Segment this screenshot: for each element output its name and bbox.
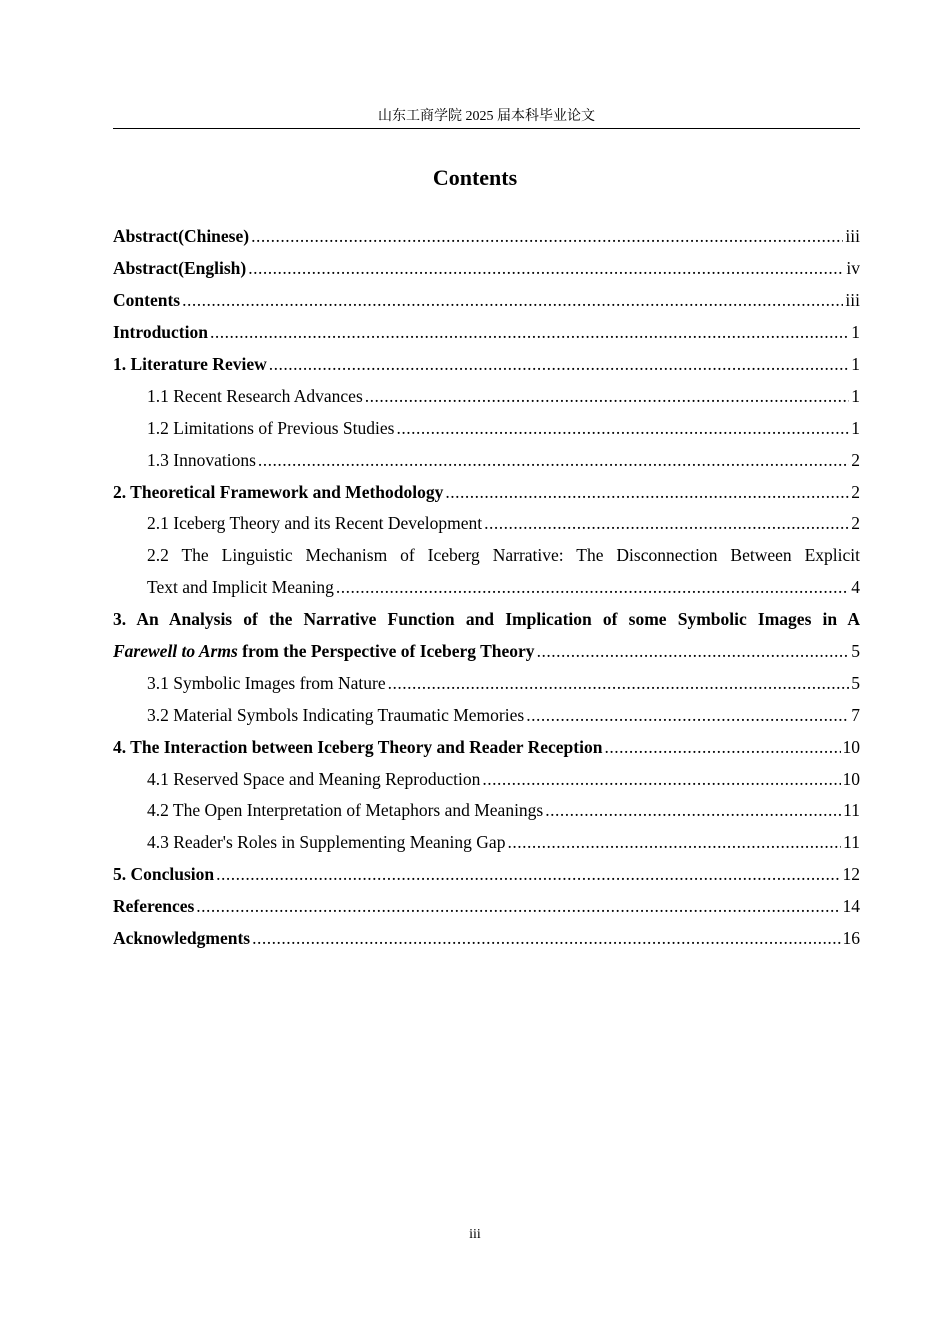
toc-entry-section-4-3[interactable] (113, 827, 860, 859)
running-header: 山东工商学院 2025 届本科毕业论文 (113, 106, 860, 129)
toc-entry-references[interactable] (113, 891, 860, 923)
toc-entry-chapter-2[interactable] (113, 476, 860, 508)
dot-leader (252, 928, 840, 949)
toc-entry-label: 2. Theoretical Framework and Methodology (113, 481, 444, 502)
dot-leader (216, 864, 840, 885)
toc-entry-label: 1.3 Innovations (147, 449, 256, 470)
dot-leader (269, 354, 850, 375)
dot-leader (482, 769, 840, 790)
toc-entry-label: 4. The Interaction between Iceberg Theory and Reader Reception (113, 736, 603, 757)
toc-entry-label: Introduction (113, 322, 208, 343)
toc-page-number: 10 (842, 768, 860, 789)
toc-entry-section-1-3[interactable] (113, 444, 860, 476)
toc-page-number: 16 (842, 928, 860, 949)
toc-page-number: 11 (843, 832, 860, 853)
dot-leader (388, 673, 850, 694)
toc-entry-label: 2.2 The Linguistic Mechanism of Iceberg Narrative: The Disconnection Between Explicit (147, 544, 860, 565)
dot-leader (507, 832, 841, 853)
toc-entry-section-3-2[interactable] (113, 699, 860, 731)
toc-page-number: 5 (851, 672, 860, 693)
toc-entry-label: 5. Conclusion (113, 864, 215, 885)
toc-entry-chapter-3-line-2[interactable] (113, 636, 860, 668)
toc-page-number: 1 (851, 385, 860, 406)
toc-page-number: 4 (851, 577, 860, 598)
toc-entry-label: 1. Literature Review (113, 354, 267, 374)
toc-entry-label-rest: from the Perspective of Iceberg Theory (242, 641, 535, 662)
toc-entry-label-continued: Text and Implicit Meaning (147, 577, 334, 598)
toc-entry-label: 4.2 The Open Interpretation of Metaphors and Meanings (147, 800, 544, 821)
table-of-contents (113, 221, 860, 954)
dot-leader (365, 386, 849, 407)
toc-entry-label: Contents (113, 290, 181, 311)
toc-page-number: iv (846, 258, 860, 279)
toc-page-number: 2 (851, 481, 860, 502)
toc-page-number: 7 (851, 704, 860, 725)
toc-entry-contents[interactable] (113, 285, 860, 317)
dot-leader (545, 800, 841, 821)
toc-entry-label: 2.1 Iceberg Theory and its Recent Development (147, 513, 483, 534)
toc-page-number: iii (845, 290, 860, 311)
toc-entry-section-1-1[interactable] (113, 380, 860, 412)
toc-entry-abstract-english[interactable] (113, 253, 860, 285)
toc-entry-section-2-2-line-2[interactable] (113, 572, 860, 604)
toc-page-number: 1 (851, 322, 860, 343)
toc-entry-abstract-chinese[interactable] (113, 221, 860, 253)
toc-entry-label-continued (113, 641, 535, 662)
toc-entry-label: References (113, 896, 195, 917)
toc-entry-label: 3.1 Symbolic Images from Nature (147, 672, 386, 693)
toc-entry-acknowledgments[interactable] (113, 923, 860, 955)
dot-leader (336, 577, 849, 598)
toc-page-number: 1 (851, 417, 860, 438)
toc-page-number: 2 (851, 449, 860, 470)
dot-leader (182, 290, 843, 311)
toc-entry-label: Acknowledgments (113, 928, 251, 949)
dot-leader (537, 641, 850, 662)
dot-leader (526, 705, 849, 726)
toc-entry-chapter-1[interactable] (113, 349, 860, 381)
toc-page-number: 5 (851, 641, 860, 662)
dot-leader (251, 226, 843, 247)
toc-entry-section-2-1[interactable] (113, 508, 860, 540)
toc-page-number: 2 (851, 513, 860, 534)
toc-entry-label: 1.1 Recent Research Advances (147, 385, 363, 406)
toc-page-number: 10 (842, 736, 860, 757)
toc-entry-chapter-4[interactable] (113, 731, 860, 763)
toc-page-number: 12 (842, 864, 860, 885)
dot-leader (396, 418, 849, 439)
toc-entry-section-4-2[interactable] (113, 795, 860, 827)
dot-leader (196, 896, 840, 917)
toc-entry-label: Abstract(Chinese) (113, 226, 250, 247)
toc-page-number: iii (845, 226, 860, 247)
dot-leader (210, 322, 849, 343)
page-number-footer: iii (469, 1227, 481, 1242)
dot-leader (604, 737, 840, 758)
toc-page-number: 1 (851, 354, 860, 374)
toc-entry-chapter-5[interactable] (113, 859, 860, 891)
dot-leader (258, 450, 849, 471)
toc-entry-introduction[interactable] (113, 317, 860, 349)
dot-leader (248, 258, 844, 279)
dot-leader (484, 513, 849, 534)
toc-entry-label: 3.2 Material Symbols Indicating Traumatic Memories (147, 704, 525, 725)
toc-page-number: 14 (842, 896, 860, 917)
toc-page-number: 11 (843, 800, 860, 821)
toc-entry-label: 4.1 Reserved Space and Meaning Reproduction (147, 768, 481, 789)
book-title-italic: Farewell to Arms (113, 641, 238, 662)
toc-entry-label: 1.2 Limitations of Previous Studies (147, 417, 395, 438)
toc-entry-chapter-3-line-1[interactable] (113, 604, 860, 636)
toc-entry-label: 4.3 Reader's Roles in Supplementing Meaning Gap (147, 832, 506, 853)
toc-entry-section-3-1[interactable] (113, 667, 860, 699)
toc-entry-label: Abstract(English) (113, 258, 247, 279)
toc-entry-section-1-2[interactable] (113, 412, 860, 444)
toc-entry-section-4-1[interactable] (113, 763, 860, 795)
dot-leader (445, 482, 849, 503)
page-title: Contents (432, 165, 518, 190)
toc-entry-section-2-2-line-1[interactable] (113, 540, 860, 572)
toc-entry-label: 3. An Analysis of the Narrative Function and Implication of some Symbolic Images in A (113, 608, 860, 629)
